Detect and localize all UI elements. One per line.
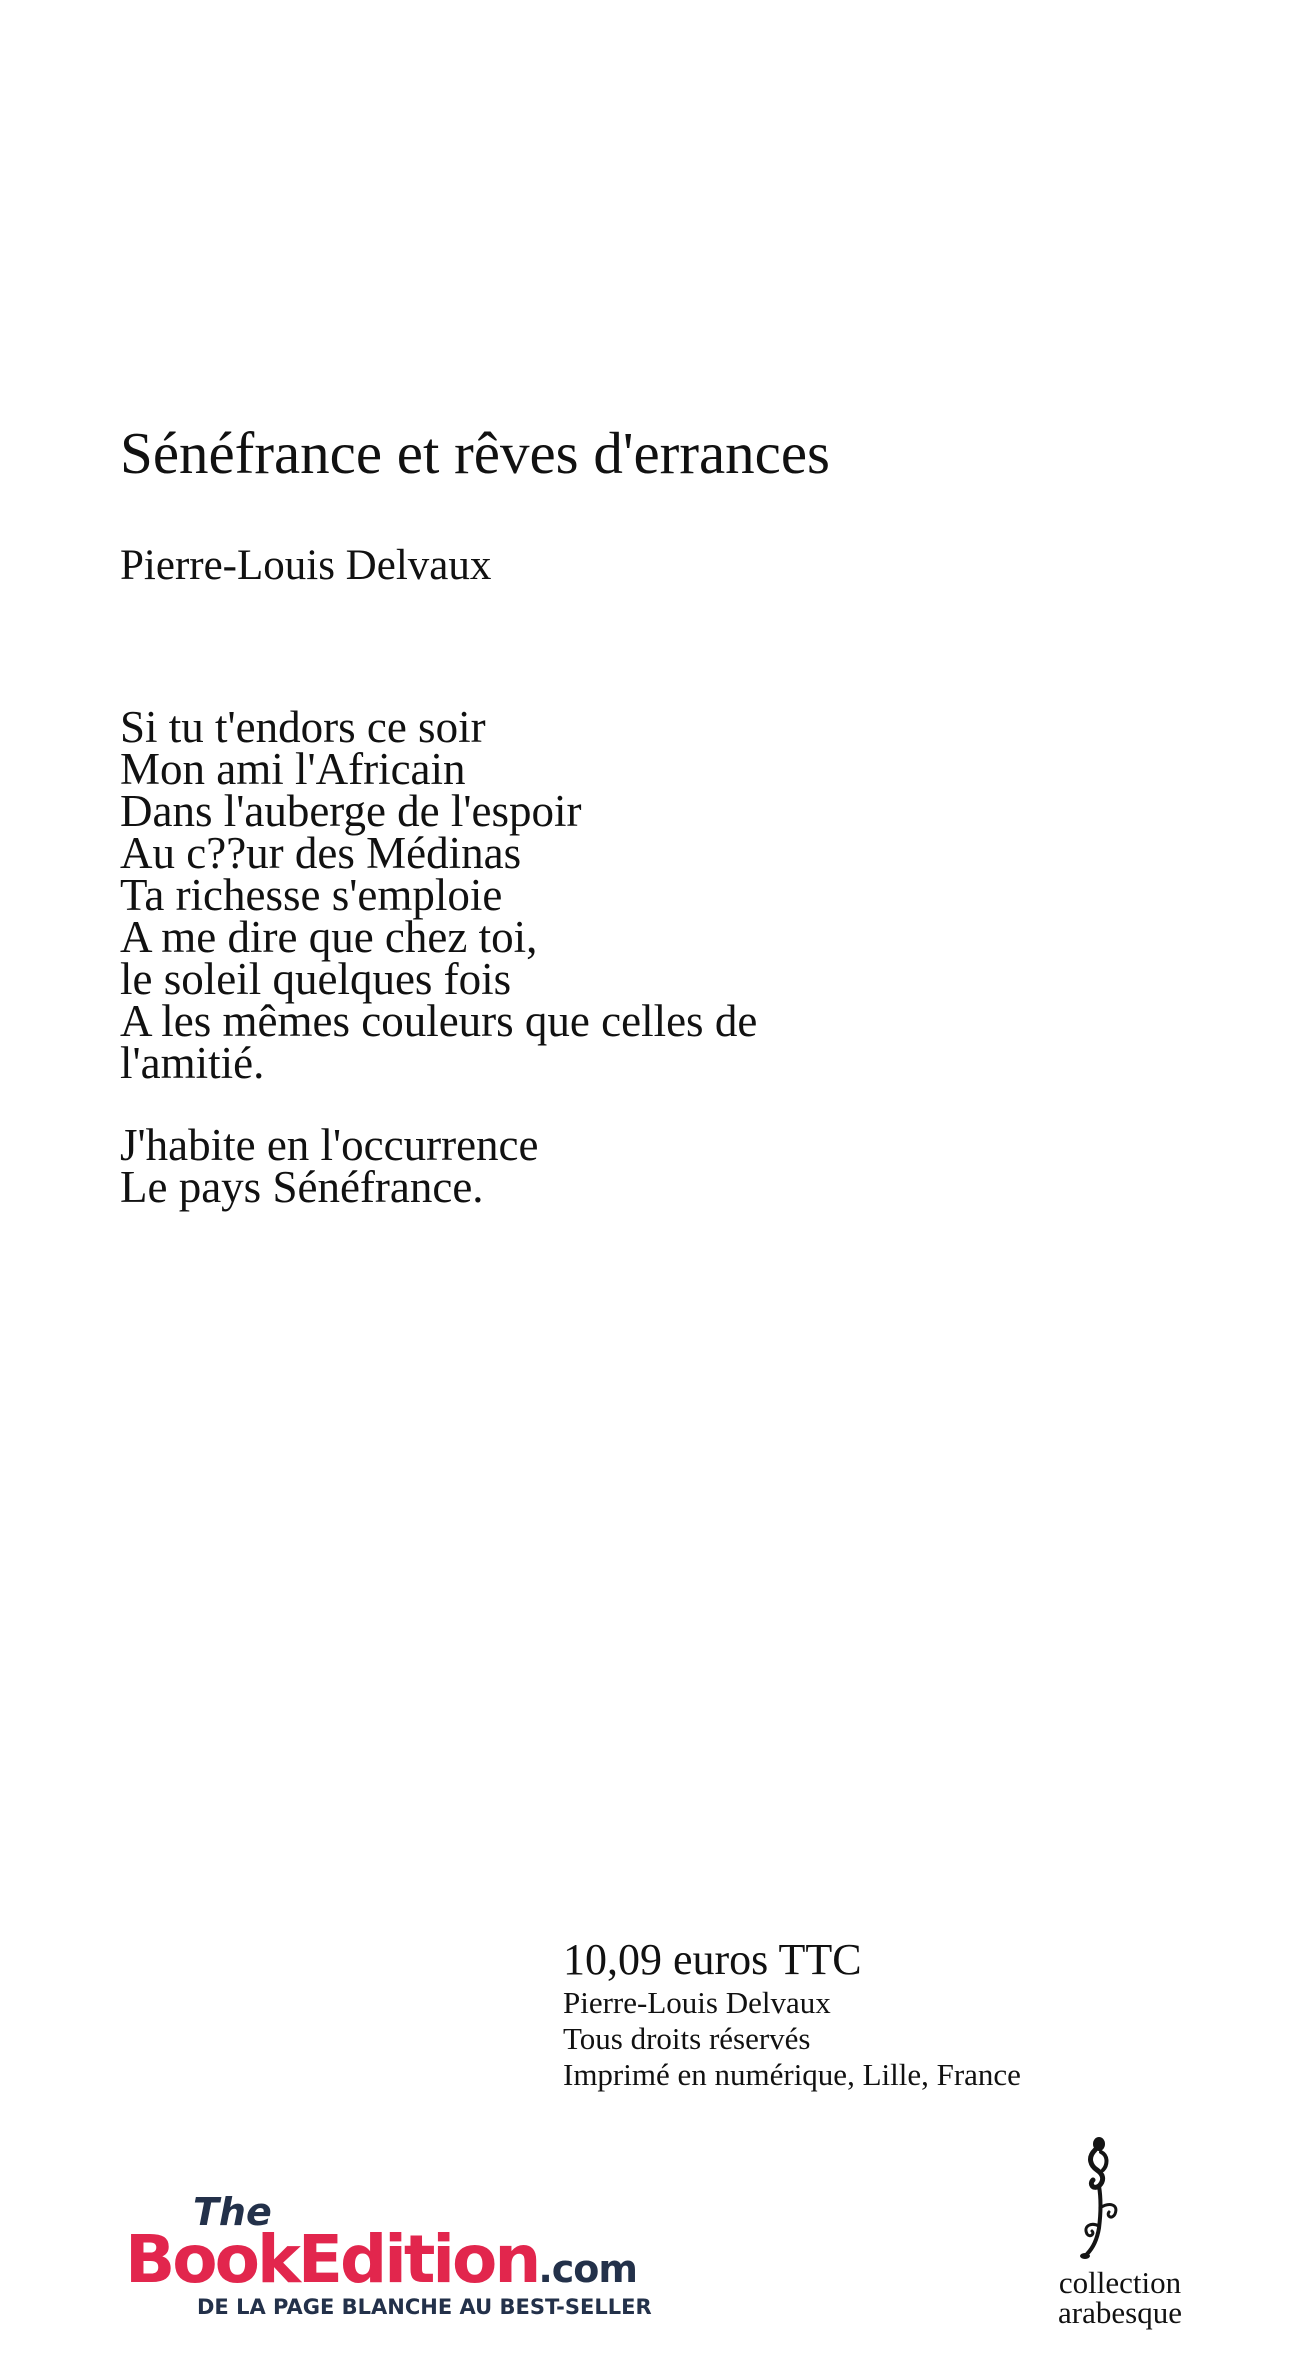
poem-line: A me dire que chez toi, xyxy=(120,912,538,962)
poem-line: l'amitié. xyxy=(120,1038,265,1088)
book-author: Pierre-Louis Delvaux xyxy=(120,542,492,589)
poem-line: A les mêmes couleurs que celles de xyxy=(120,996,758,1046)
price-label: 10,09 euros TTC xyxy=(563,1935,862,1984)
collection-line-1: collection xyxy=(1058,2265,1182,2300)
logo-name-text: BookEdition xyxy=(125,2221,539,2298)
colophon-printing: Imprimé en numérique, Lille, France xyxy=(563,2057,1021,2092)
poem-line: Au c??ur des Médinas xyxy=(120,828,522,878)
book-title: Sénéfrance et rêves d'errances xyxy=(120,420,830,486)
colophon xyxy=(563,1935,1021,2093)
poem-line: le soleil quelques fois xyxy=(120,954,512,1004)
collection-line-2: arabesque xyxy=(1058,2295,1182,2330)
poem-line: Le pays Sénéfrance. xyxy=(120,1162,484,1212)
colophon-rights: Tous droits réservés xyxy=(563,2021,811,2056)
poem-line: Mon ami l'Africain xyxy=(120,744,466,794)
poem-stanza-2 xyxy=(120,1120,1020,1212)
arabesque-emblem-icon xyxy=(1075,2136,1125,2262)
logo-tagline: DE LA PAGE BLANCHE AU BEST-SELLER xyxy=(197,2295,652,2319)
back-cover-poem xyxy=(120,702,1020,1212)
poem-line: J'habite en l'occurrence xyxy=(120,1120,539,1170)
poem-stanza-1 xyxy=(120,702,1020,1088)
collection-label xyxy=(1000,2265,1240,2330)
thebookedition-logo xyxy=(125,2190,725,2330)
poem-line: Si tu t'endors ce soir xyxy=(120,702,486,752)
logo-domain-text: .com xyxy=(538,2247,638,2291)
logo-the-text: The xyxy=(193,2190,272,2234)
poem-line: Ta richesse s'emploie xyxy=(120,870,503,920)
poem-line: Dans l'auberge de l'espoir xyxy=(120,786,582,836)
colophon-author: Pierre-Louis Delvaux xyxy=(563,1985,831,2020)
